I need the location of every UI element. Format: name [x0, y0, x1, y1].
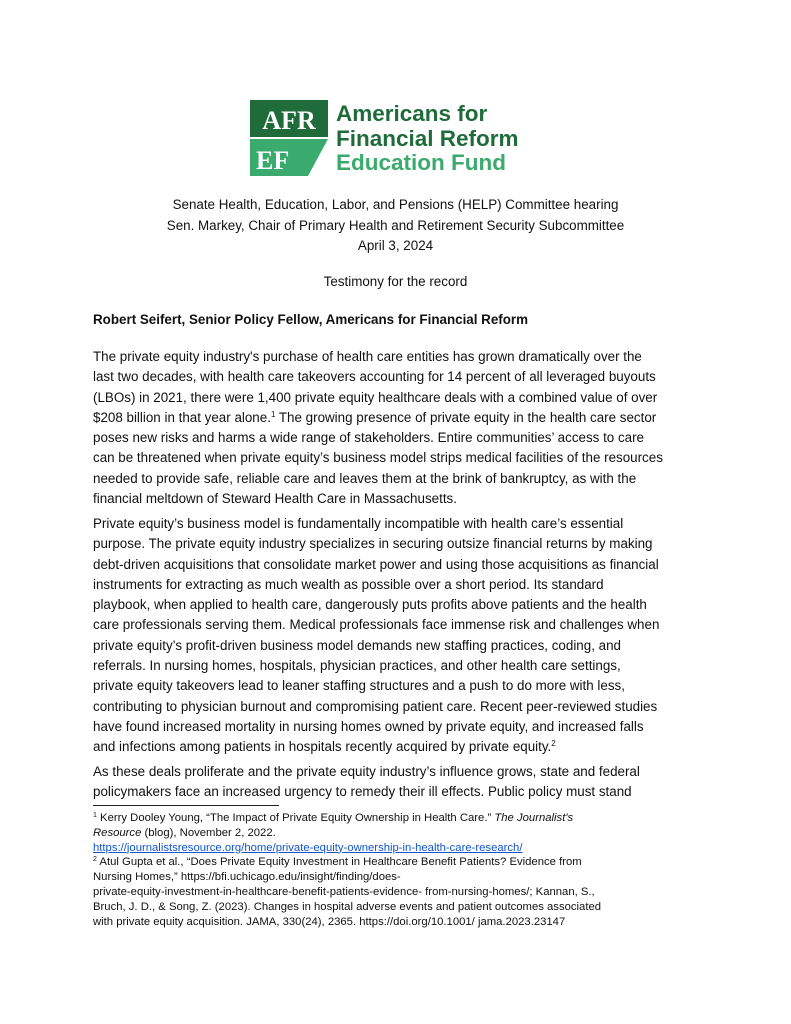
- text-line: instruments for extracting as much wealth as possible over a short period. Its standard: [93, 576, 604, 592]
- text-line: referrals. In nursing homes, hospitals, physician practices, and other health care settings,: [93, 658, 621, 674]
- logo-wordmark: [336, 102, 519, 176]
- text-line: care professionals serving them. Medical professionals face immense risk and challenges when: [93, 617, 660, 633]
- text-line: private equity takeovers lead to leaner staffing structures and a push to do more with less,: [93, 678, 625, 694]
- text-run: and infections among patients in hospitals recently acquired by private equity.: [93, 739, 552, 755]
- footnote-2-line-2: Nursing Homes,” https://bfi.uchicago.edu/insight/finding/does-: [93, 871, 401, 884]
- footnote-1-cont: [93, 826, 713, 841]
- footnote-2: [93, 855, 713, 870]
- text-line: playbook, when applied to health care, dangerously puts profits above patients and the health: [93, 597, 647, 613]
- text-line: debt-driven acquisitions that consolidate market power and using those acquisitions as financial: [93, 556, 659, 572]
- text-line: contributing to physician burnout and compromising patient care. Recent peer-reviewed studies: [93, 698, 658, 714]
- paragraph-2: [93, 514, 713, 758]
- hearing-date: April 3, 2024: [357, 238, 434, 253]
- journal-title: The Journalist's: [494, 812, 574, 824]
- footnotes: [93, 811, 713, 929]
- footnote-2-line-3: private-equity-investment-in-healthcare-benefit-patients-evidence- from-nursing-homes/; Kannan, S.,: [93, 885, 595, 898]
- footnote-ref-2[interactable]: 2: [551, 739, 556, 749]
- text-line: policymakers face an increased urgency to remedy their ill effects. Public policy must stand: [93, 784, 632, 800]
- hearing-chair: Sen. Markey, Chair of Primary Health and Retirement Security Subcommittee: [166, 217, 625, 233]
- text-line: needed to provide safe, reliable care and leaves them at the brink of bankruptcy, as with the: [93, 470, 637, 486]
- text-run: The growing presence of private equity in the health care sector: [275, 409, 657, 425]
- footnote-divider: [93, 805, 279, 806]
- footnote-1-link-line: [93, 841, 713, 856]
- afr-ef-logo: [250, 100, 550, 178]
- logo-line-1: Americans for: [336, 101, 488, 126]
- author-line: Robert Seifert, Senior Policy Fellow, Americans for Financial Reform: [93, 312, 529, 327]
- journal-title-cont: Resource: [93, 826, 142, 839]
- afr-ef-logo-mark: [250, 100, 328, 176]
- footnote-number: 1: [93, 812, 97, 819]
- text-line: financial meltdown of Steward Health Care in Massachusetts.: [93, 491, 457, 507]
- text-line: private equity’s profit-driven business model demands new staffing practices, coding, and: [93, 637, 621, 653]
- text-line: (LBOs) in 2021, there were 1,400 private equity healthcare deals with a combined value of over: [93, 389, 658, 405]
- text-line: As these deals proliferate and the private equity industry’s influence grows, state and federal: [93, 764, 640, 779]
- text-line: purpose. The private equity industry specializes in securing outsize financial returns by making: [93, 536, 653, 552]
- testimony-label: Testimony for the record: [323, 274, 468, 289]
- hearing-title: Senate Health, Education, Labor, and Pensions (HELP) Committee hearing: [172, 197, 619, 212]
- logo-line-3: Education Fund: [336, 150, 506, 175]
- text-line: can be threatened when private equity’s business model strips medical facilities of the resources: [93, 450, 663, 466]
- footnote-1: [93, 811, 713, 826]
- paragraph-1: [93, 347, 713, 509]
- footnote-number: 2: [93, 856, 97, 864]
- text-line: have found increased mortality in nursing homes owned by private equity, and increased falls: [93, 718, 644, 734]
- hearing-header: [0, 195, 791, 257]
- logo-mark-afr: AFR: [262, 106, 316, 135]
- text-line: The private equity industry's purchase of health care entities has grown dramatically over the: [93, 349, 642, 364]
- paragraph-3: [93, 762, 713, 803]
- text-line: last two decades, with health care takeovers accounting for 14 percent of all leveraged buyouts: [93, 369, 656, 385]
- text-line: Private equity’s business model is fundamentally incompatible with health care’s essential: [93, 516, 624, 531]
- logo-mark-ef: EF: [256, 146, 290, 175]
- text-line: [93, 737, 713, 757]
- footnote-2-line-5: with private equity acquisition. JAMA, 330(24), 2365. https://doi.org/10.1001/ jama.2023.23147: [93, 915, 566, 928]
- text-line: [93, 408, 713, 428]
- logo-line-2: Financial Reform: [336, 125, 519, 151]
- footnote-text: (blog), November 2, 2022.: [141, 826, 276, 839]
- footnote-ref-1[interactable]: 1: [270, 409, 276, 419]
- text-line: poses new risks and harms a wide range of stakeholders. Entire communities’ access to care: [93, 430, 645, 446]
- footnote-text: Atul Gupta et al., “Does Private Equity Investment in Healthcare Benefit Patients? Evidence from: [96, 856, 582, 869]
- text-run: $208 billion in that year alone.: [93, 409, 271, 425]
- footnote-1-link[interactable]: https://journalistsresource.org/home/private-equity-ownership-in-health-care-research/: [93, 841, 523, 854]
- footnote-2-line-4: Bruch, J. D., & Song, Z. (2023). Changes in hospital adverse events and patient outcomes associated: [93, 900, 602, 913]
- footnote-text: Kerry Dooley Young, “The Impact of Private Equity Ownership in Health Care.”: [96, 812, 495, 824]
